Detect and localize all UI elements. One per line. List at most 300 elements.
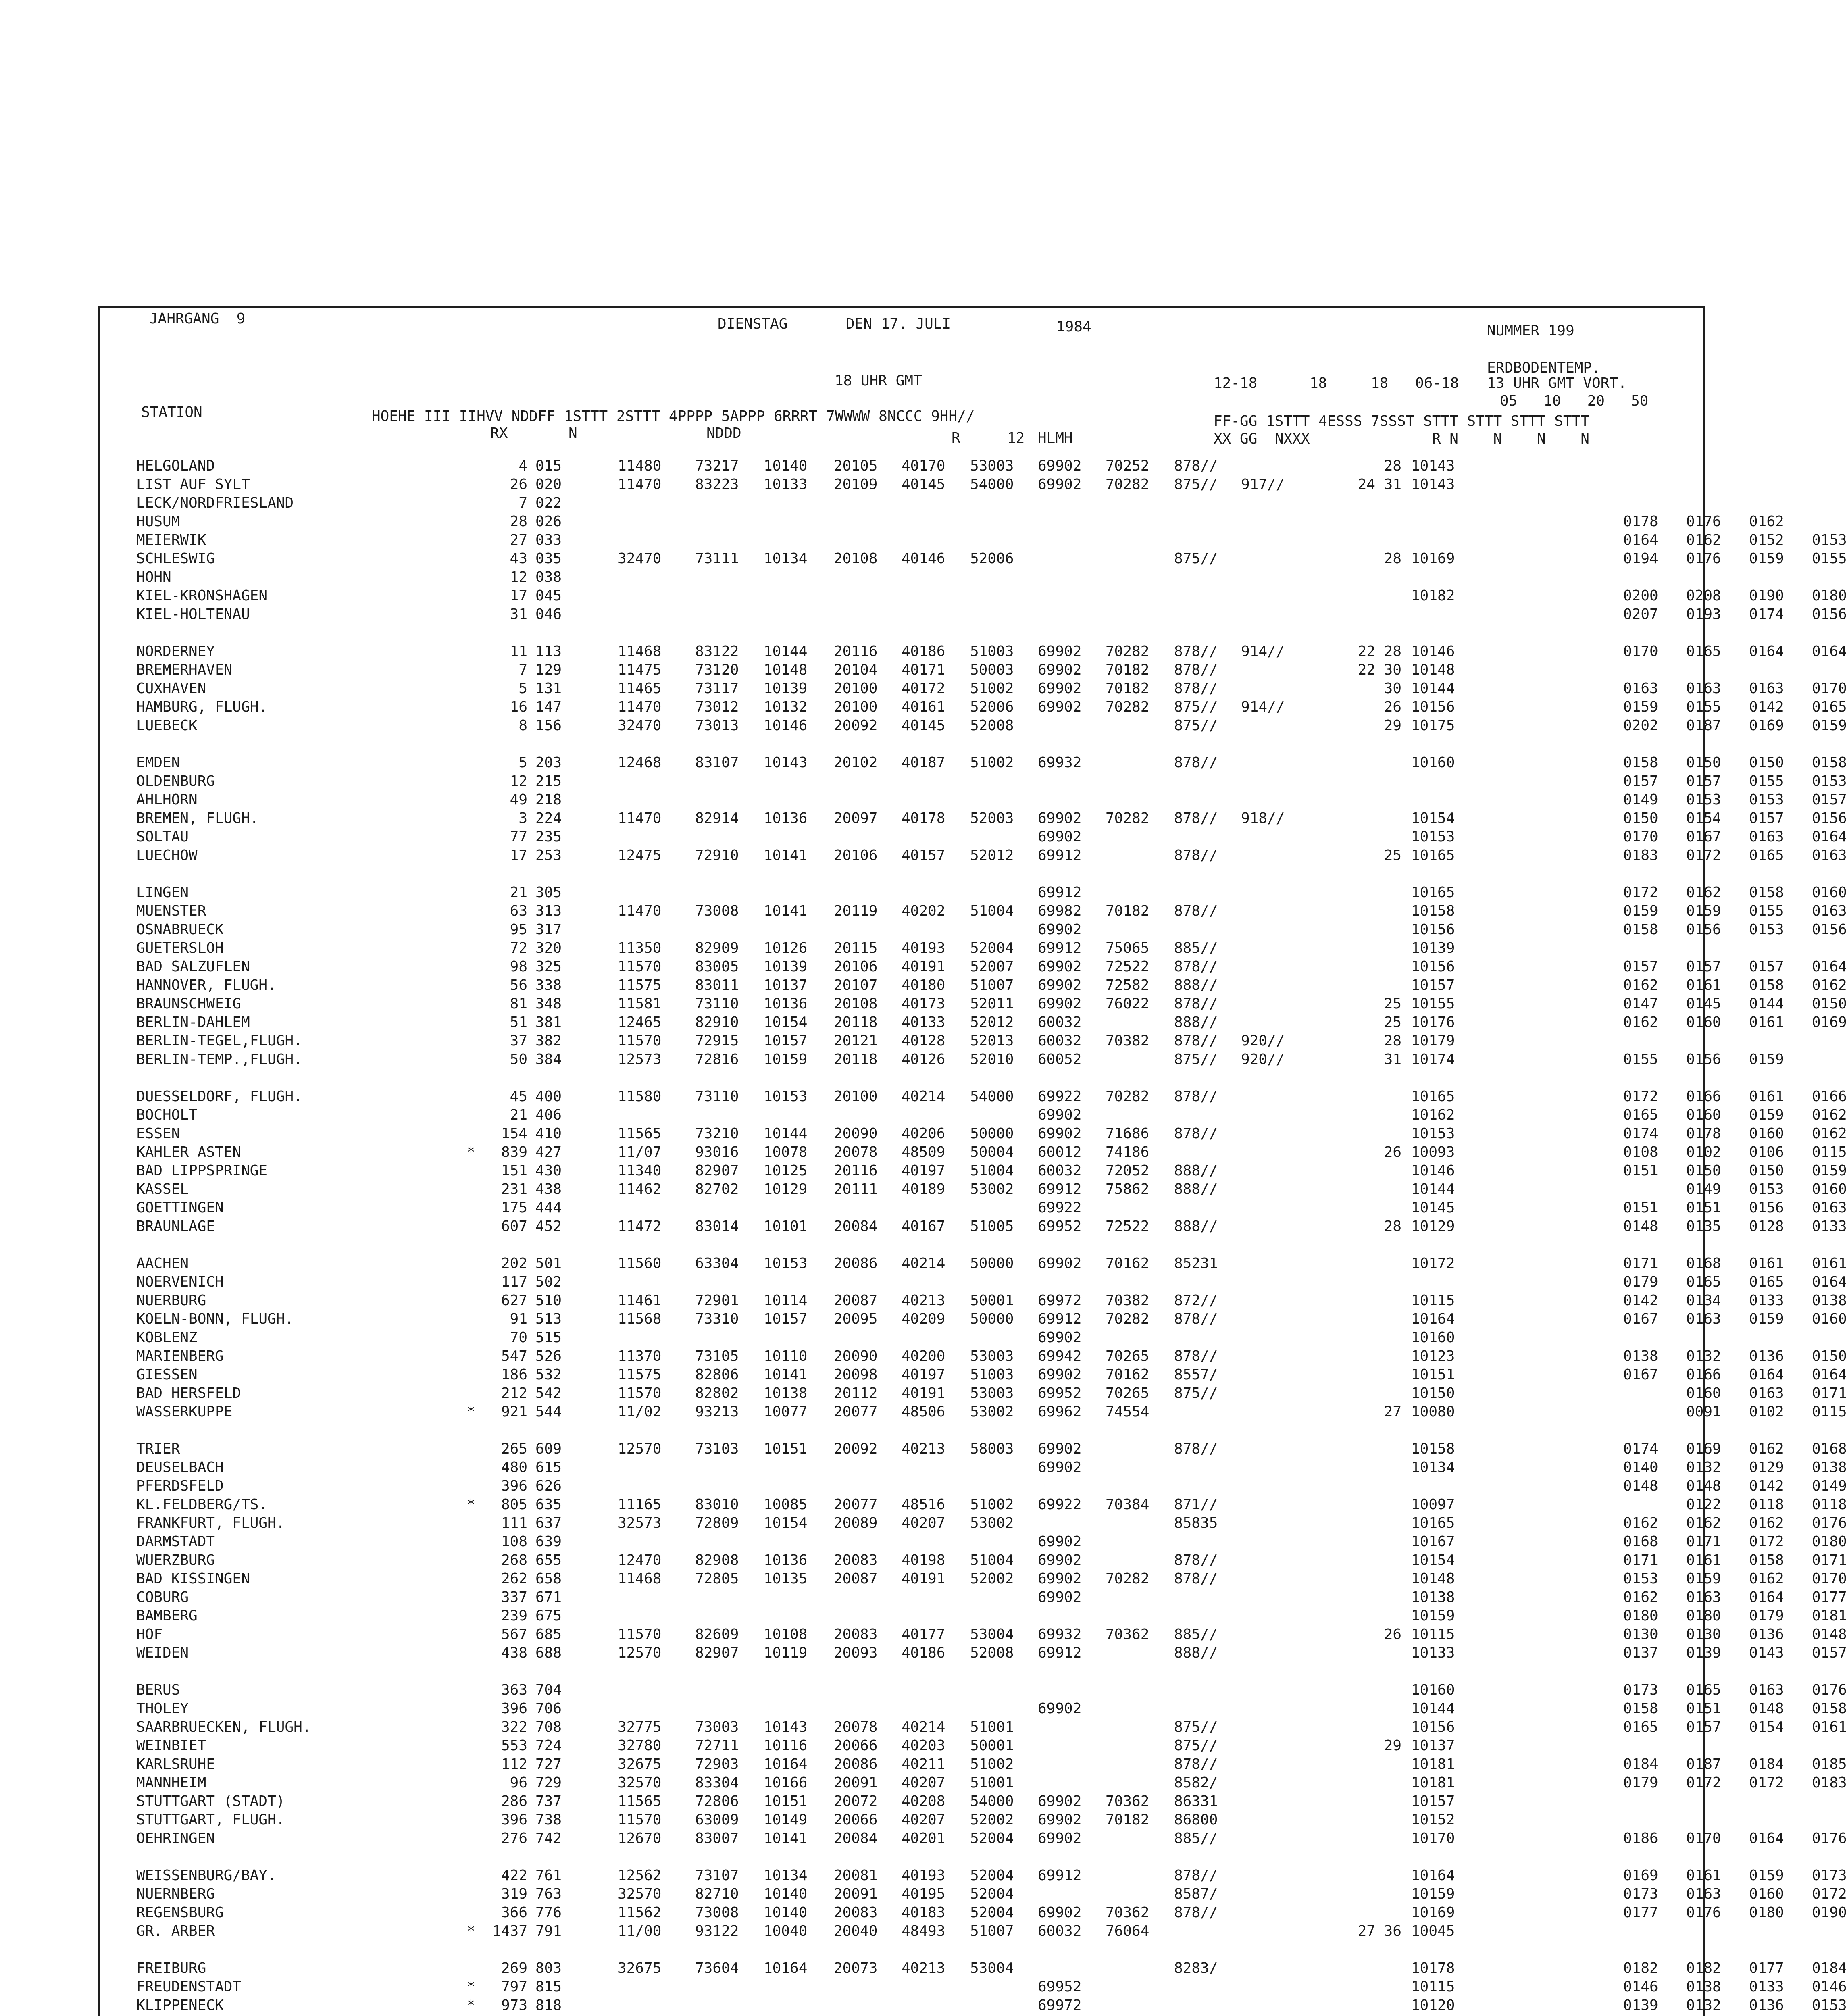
soil-05: 0202 — [1623, 717, 1658, 734]
cloud-8nccc: 878// — [1174, 958, 1218, 975]
tendency-5appp: 51002 — [970, 680, 1014, 697]
station-name: KIEL-HOLTENAU — [136, 606, 250, 623]
soil-20: 0161 — [1749, 1255, 1784, 1272]
station-group — [136, 1959, 1847, 2016]
table-row — [136, 1384, 1847, 1403]
station-name: HOHN — [136, 569, 171, 585]
minmax-1sttt: 10146 — [1411, 1162, 1455, 1179]
soil-20: 0156 — [1749, 1200, 1784, 1216]
soil-05: 0148 — [1623, 1478, 1658, 1494]
soil-10: 0150 — [1686, 754, 1721, 771]
tendency-5appp: 51005 — [970, 1218, 1014, 1235]
weather-7wwww: 70162 — [1106, 1255, 1149, 1272]
table-row — [136, 1310, 1847, 1329]
pressure-4pppp: 40191 — [902, 958, 945, 975]
temp-1sttt: 10125 — [764, 1162, 808, 1179]
tendency-5appp: 53003 — [970, 1348, 1014, 1364]
tendency-5appp: 52008 — [970, 717, 1014, 734]
soil-10: 0138 — [1686, 1979, 1721, 1995]
minmax-1sttt: 10115 — [1411, 1626, 1455, 1643]
station-group — [136, 1087, 1847, 1236]
soil-10: 0193 — [1686, 606, 1721, 623]
weather-7wwww: 75862 — [1106, 1181, 1149, 1198]
minmax-1sttt: 10181 — [1411, 1756, 1455, 1772]
soil-05: 0165 — [1623, 1719, 1658, 1735]
nddff: 72711 — [695, 1737, 739, 1754]
cloud-8nccc: 878// — [1174, 810, 1218, 827]
main-sub-hlmh: HLMH — [1038, 430, 1073, 446]
iihvv: 11470 — [618, 699, 662, 715]
station-id: 325 — [535, 958, 562, 975]
cloud-8nccc: 85231 — [1174, 1255, 1218, 1272]
station-id: 035 — [535, 550, 562, 567]
wind-ffgg: 26 — [1384, 1626, 1401, 1643]
soil-20: 0142 — [1749, 699, 1784, 715]
weather-7wwww: 70382 — [1106, 1292, 1149, 1309]
temp-1sttt: 10149 — [764, 1812, 808, 1828]
soil-50: 0148 — [1812, 1626, 1847, 1643]
soil-50: 0161 — [1812, 1719, 1847, 1735]
soil-10: 0132 — [1686, 1997, 1721, 2014]
temp-1sttt: 10140 — [764, 1904, 808, 1921]
station-name: GOETTINGEN — [136, 1200, 224, 1216]
soil-20: 0144 — [1749, 996, 1784, 1012]
station-name: WASSERKUPPE — [136, 1404, 233, 1420]
soil-50: 0159 — [1812, 1162, 1847, 1179]
station-id: 658 — [535, 1570, 562, 1587]
elevation: 26 — [510, 476, 527, 493]
soil-50: 0176 — [1812, 1515, 1847, 1531]
temp-1sttt: 10114 — [764, 1292, 808, 1309]
station-id: 410 — [535, 1125, 562, 1142]
temp-1sttt: 10077 — [764, 1404, 808, 1420]
soil-50: 0164 — [1812, 1366, 1847, 1383]
soil-10: 0157 — [1686, 1719, 1721, 1735]
station-id: 761 — [535, 1867, 562, 1884]
soil-10: 0176 — [1686, 1904, 1721, 1921]
tendency-5appp: 54000 — [970, 1793, 1014, 1810]
precip-6rrrt: 69902 — [1038, 1830, 1082, 1847]
soil-50: 0133 — [1812, 1218, 1847, 1235]
nddff: 83107 — [695, 754, 739, 771]
soil-20: 0162 — [1749, 1441, 1784, 1457]
nddff: 73217 — [695, 458, 739, 474]
nddff: 82702 — [695, 1181, 739, 1198]
dew-2sttt: 20115 — [834, 940, 878, 956]
station-id: 038 — [535, 569, 562, 585]
nddff: 83011 — [695, 977, 739, 993]
station-id: 708 — [535, 1719, 562, 1735]
elevation: 27 — [510, 532, 527, 548]
minmax-1sttt: 10169 — [1411, 550, 1455, 567]
soil-20: 0180 — [1749, 1904, 1784, 1921]
minmax-1sttt: 10152 — [1411, 1812, 1455, 1828]
cloud-8nccc: 885// — [1174, 940, 1218, 956]
table-row — [136, 1551, 1847, 1570]
temp-1sttt: 10133 — [764, 476, 808, 493]
weather-7wwww: 71686 — [1106, 1125, 1149, 1142]
iihvv: 11562 — [618, 1904, 662, 1921]
station-group — [136, 1440, 1847, 1662]
elevation: 8 — [518, 717, 527, 734]
table-row — [136, 1829, 1847, 1848]
wind-ffgg: 26 — [1384, 699, 1401, 715]
soil-50: 0156 — [1812, 606, 1847, 623]
station-name: THOLEY — [136, 1700, 189, 1717]
station-id: 706 — [535, 1700, 562, 1717]
weather-7wwww: 70382 — [1106, 1033, 1149, 1049]
dew-2sttt: 20097 — [834, 810, 878, 827]
station-id: 738 — [535, 1812, 562, 1828]
pressure-4pppp: 40197 — [902, 1162, 945, 1179]
table-row — [136, 531, 1847, 550]
station-id: 033 — [535, 532, 562, 548]
precip-6rrrt: 69902 — [1038, 662, 1082, 678]
soil-50: 0150 — [1812, 996, 1847, 1012]
cloud-8nccc: 878// — [1174, 903, 1218, 919]
pressure-4pppp: 40186 — [902, 643, 945, 660]
soil-50: 0164 — [1812, 1274, 1847, 1290]
pressure-4pppp: 40187 — [902, 754, 945, 771]
station-id: 381 — [535, 1014, 562, 1031]
station-name: BERLIN-DAHLEM — [136, 1014, 250, 1031]
hour-18b-header: 18 — [1371, 375, 1389, 392]
elevation: 51 — [510, 1014, 527, 1031]
dew-2sttt: 20087 — [834, 1292, 878, 1309]
cloud-8nccc: 871// — [1174, 1496, 1218, 1513]
wind-ffgg: 31 — [1384, 1051, 1401, 1068]
precip-6rrrt: 69912 — [1038, 1311, 1082, 1327]
soil-20: 0158 — [1749, 1552, 1784, 1568]
table-row — [136, 1199, 1847, 1217]
station-id: 452 — [535, 1218, 562, 1235]
station-name: LUECHOW — [136, 847, 198, 864]
table-row — [136, 1329, 1693, 1347]
minmax-1sttt: 10097 — [1411, 1496, 1455, 1513]
temp-1sttt: 10151 — [764, 1793, 808, 1810]
precip-6rrrt: 69902 — [1038, 810, 1082, 827]
dew-2sttt: 20118 — [834, 1051, 878, 1068]
station-id: 348 — [535, 996, 562, 1012]
station-id: 729 — [535, 1774, 562, 1791]
soil-05: 0200 — [1623, 587, 1658, 604]
cloud-8nccc: 888// — [1174, 1218, 1218, 1235]
cloud-8nccc: 878// — [1174, 458, 1218, 474]
precip-6rrrt: 69952 — [1038, 1218, 1082, 1235]
table-row — [136, 754, 1847, 772]
mountain-marker: * — [466, 1997, 475, 2014]
elevation: 797 — [501, 1979, 527, 1995]
nddff: 73107 — [695, 1867, 739, 1884]
table-row — [136, 661, 1693, 679]
soil-05: 0163 — [1623, 680, 1658, 697]
station-id: 704 — [535, 1682, 562, 1698]
elevation: 422 — [501, 1867, 527, 1884]
station-header: STATION — [141, 404, 202, 421]
soil-05: 0186 — [1623, 1830, 1658, 1847]
dew-2sttt: 20100 — [834, 680, 878, 697]
soil-05: 0142 — [1623, 1292, 1658, 1309]
soil-50: 0138 — [1812, 1459, 1847, 1476]
soil-50: 0164 — [1812, 643, 1847, 660]
table-row — [136, 1273, 1847, 1291]
station-name: MARIENBERG — [136, 1348, 224, 1364]
right-columns-header: FF-GG 1STTT 4ESSS 7SSST STTT STTT STTT STTT — [1214, 413, 1589, 429]
station-name: MEIERWIK — [136, 532, 206, 548]
tendency-5appp: 52006 — [970, 699, 1014, 715]
cloud-8nccc: 878// — [1174, 1570, 1218, 1587]
soil-50: 0160 — [1812, 884, 1847, 901]
cloud-9hh: 920// — [1241, 1033, 1285, 1049]
minmax-1sttt: 10160 — [1411, 1682, 1455, 1698]
soil-05: 0139 — [1623, 1997, 1658, 2014]
wind-ffgg: 27 36 — [1358, 1923, 1401, 1939]
pressure-4pppp: 40189 — [902, 1181, 945, 1198]
station-name: CUXHAVEN — [136, 680, 206, 697]
minmax-1sttt: 10155 — [1411, 996, 1455, 1012]
nddff: 72816 — [695, 1051, 739, 1068]
elevation: 231 — [501, 1181, 527, 1198]
tendency-5appp: 54000 — [970, 476, 1014, 493]
pressure-4pppp: 40193 — [902, 940, 945, 956]
minmax-1sttt: 10138 — [1411, 1589, 1455, 1606]
cloud-8nccc: 86800 — [1174, 1812, 1218, 1828]
iihvv: 11/00 — [618, 1923, 662, 1939]
nddff: 83010 — [695, 1496, 739, 1513]
weather-7wwww: 76022 — [1106, 996, 1149, 1012]
tendency-5appp: 51007 — [970, 977, 1014, 993]
pressure-4pppp: 40171 — [902, 662, 945, 678]
elevation: 49 — [510, 791, 527, 808]
dew-2sttt: 20086 — [834, 1756, 878, 1772]
temp-1sttt: 10116 — [764, 1737, 808, 1754]
soil-20: 0160 — [1749, 1886, 1784, 1902]
minmax-1sttt: 10093 — [1411, 1144, 1455, 1160]
table-row — [136, 1570, 1847, 1588]
table-row — [136, 1032, 1693, 1050]
wind-ffgg: 28 — [1384, 1218, 1401, 1235]
elevation: 239 — [501, 1608, 527, 1624]
station-id: 400 — [535, 1088, 562, 1105]
iihvv: 11575 — [618, 1366, 662, 1383]
soil-20: 0133 — [1749, 1979, 1784, 1995]
soil-20: 0159 — [1749, 1051, 1784, 1068]
soil-50: 0176 — [1812, 1682, 1847, 1698]
table-row — [136, 1347, 1847, 1366]
soil-05: 0157 — [1623, 958, 1658, 975]
wind-ffgg: 25 — [1384, 1014, 1401, 1031]
soil-05: 0151 — [1623, 1162, 1658, 1179]
minmax-1sttt: 10162 — [1411, 1107, 1455, 1123]
temp-1sttt: 10141 — [764, 847, 808, 864]
iihvv: 12470 — [618, 1552, 662, 1568]
dew-2sttt: 20084 — [834, 1830, 878, 1847]
temp-1sttt: 10140 — [764, 458, 808, 474]
elevation: 31 — [510, 606, 527, 623]
soil-10: 0156 — [1686, 1051, 1721, 1068]
precip-6rrrt: 69912 — [1038, 1867, 1082, 1884]
soil-10: 0178 — [1686, 1125, 1721, 1142]
elevation: 43 — [510, 550, 527, 567]
soil-50: 0138 — [1812, 1292, 1847, 1309]
cloud-8nccc: 878// — [1174, 1552, 1218, 1568]
dew-2sttt: 20092 — [834, 1441, 878, 1457]
pressure-4pppp: 40209 — [902, 1311, 945, 1327]
minmax-1sttt: 10150 — [1411, 1385, 1455, 1402]
minmax-1sttt: 10153 — [1411, 829, 1455, 845]
minmax-1sttt: 10176 — [1411, 1014, 1455, 1031]
soil-20: 0162 — [1749, 1515, 1784, 1531]
minmax-1sttt: 10139 — [1411, 940, 1455, 956]
elevation: 95 — [510, 921, 527, 938]
soil-10: 0172 — [1686, 1774, 1721, 1791]
tendency-5appp: 50000 — [970, 1311, 1014, 1327]
weather-7wwww: 70182 — [1106, 662, 1149, 678]
station-id: 776 — [535, 1904, 562, 1921]
iihvv: 11468 — [618, 1570, 662, 1587]
cloud-8nccc: 878// — [1174, 996, 1218, 1012]
weather-7wwww: 70362 — [1106, 1626, 1149, 1643]
station-id: 803 — [535, 1960, 562, 1976]
iihvv: 11470 — [618, 476, 662, 493]
soil-20: 0150 — [1749, 754, 1784, 771]
precip-6rrrt: 69902 — [1038, 680, 1082, 697]
temp-1sttt: 10141 — [764, 903, 808, 919]
dew-2sttt: 20121 — [834, 1033, 878, 1049]
soil-20: 0161 — [1749, 1014, 1784, 1031]
iihvv: 11462 — [618, 1181, 662, 1198]
weather-7wwww: 70384 — [1106, 1496, 1149, 1513]
precip-6rrrt: 69902 — [1038, 699, 1082, 715]
soil-10: 0165 — [1686, 1274, 1721, 1290]
soil-20: 0164 — [1749, 1830, 1784, 1847]
soil-05: 0207 — [1623, 606, 1658, 623]
pressure-4pppp: 40145 — [902, 476, 945, 493]
soil-20: 0158 — [1749, 977, 1784, 993]
iihvv: 11565 — [618, 1125, 662, 1142]
dew-2sttt: 20087 — [834, 1570, 878, 1587]
tendency-5appp: 52013 — [970, 1033, 1014, 1049]
soil-20: 0158 — [1749, 884, 1784, 901]
cloud-8nccc: 878// — [1174, 643, 1218, 660]
elevation: 921 — [501, 1404, 527, 1420]
minmax-1sttt: 10164 — [1411, 1867, 1455, 1884]
precip-6rrrt: 60032 — [1038, 1923, 1082, 1939]
station-id: 501 — [535, 1255, 562, 1272]
precip-6rrrt: 69902 — [1038, 1329, 1082, 1346]
soil-50: 0161 — [1812, 1255, 1847, 1272]
station-name: SCHLESWIG — [136, 550, 215, 567]
tendency-5appp: 53002 — [970, 1404, 1014, 1420]
table-row — [136, 1533, 1847, 1551]
soil-05: 0183 — [1623, 847, 1658, 864]
weather-7wwww: 70282 — [1106, 1570, 1149, 1587]
cloud-8nccc: 8587/ — [1174, 1886, 1218, 1902]
weather-7wwww: 70362 — [1106, 1904, 1149, 1921]
station-name: TRIER — [136, 1441, 180, 1457]
table-row — [136, 457, 1693, 475]
tendency-5appp: 52003 — [970, 810, 1014, 827]
cloud-8nccc: 878// — [1174, 1088, 1218, 1105]
table-row — [136, 679, 1847, 698]
elevation: 17 — [510, 587, 527, 604]
cloud-8nccc: 878// — [1174, 1033, 1218, 1049]
pressure-4pppp: 40191 — [902, 1570, 945, 1587]
pressure-4pppp: 40207 — [902, 1515, 945, 1531]
iihvv: 12570 — [618, 1645, 662, 1661]
dew-2sttt: 20108 — [834, 996, 878, 1012]
soil-10: 0163 — [1686, 1886, 1721, 1902]
iihvv: 11570 — [618, 1033, 662, 1049]
soil-10: 0132 — [1686, 1348, 1721, 1364]
main-sub-rx: RX — [490, 425, 508, 442]
weather-7wwww: 70282 — [1106, 643, 1149, 660]
minmax-1sttt: 10129 — [1411, 1218, 1455, 1235]
station-name: NOERVENICH — [136, 1274, 224, 1290]
iihvv: 11472 — [618, 1218, 662, 1235]
pressure-4pppp: 40177 — [902, 1626, 945, 1643]
station-id: 763 — [535, 1886, 562, 1902]
elevation: 627 — [501, 1292, 527, 1309]
soil-05: 0130 — [1623, 1626, 1658, 1643]
station-id: 203 — [535, 754, 562, 771]
minmax-1sttt: 10151 — [1411, 1366, 1455, 1383]
cloud-8nccc: 878// — [1174, 847, 1218, 864]
station-name: BERLIN-TEGEL,FLUGH. — [136, 1033, 302, 1049]
soil-20: 0184 — [1749, 1756, 1784, 1772]
precip-6rrrt: 69902 — [1038, 458, 1082, 474]
temp-1sttt: 10153 — [764, 1255, 808, 1272]
minmax-1sttt: 10156 — [1411, 1719, 1455, 1735]
soil-50: 0162 — [1812, 1125, 1847, 1142]
weather-7wwww: 70282 — [1106, 476, 1149, 493]
pressure-4pppp: 40201 — [902, 1830, 945, 1847]
station-id: 156 — [535, 717, 562, 734]
mountain-marker: * — [466, 1144, 475, 1160]
soil-20: 0155 — [1749, 903, 1784, 919]
station-id: 218 — [535, 791, 562, 808]
minmax-1sttt: 10178 — [1411, 1960, 1455, 1976]
pressure-4pppp: 40206 — [902, 1125, 945, 1142]
elevation: 117 — [501, 1274, 527, 1290]
soil-05: 0162 — [1623, 1589, 1658, 1606]
station-id: 320 — [535, 940, 562, 956]
minmax-1sttt: 10144 — [1411, 680, 1455, 697]
main-sub-12: 12 — [1007, 430, 1025, 446]
station-id: 113 — [535, 643, 562, 660]
soil-05: 0178 — [1623, 513, 1658, 530]
minmax-1sttt: 10179 — [1411, 1033, 1455, 1049]
iihvv: 32570 — [618, 1774, 662, 1791]
temp-1sttt: 10138 — [764, 1385, 808, 1402]
temp-1sttt: 10159 — [764, 1051, 808, 1068]
table-row — [136, 698, 1847, 716]
soil-10: 0182 — [1686, 1960, 1721, 1976]
minmax-1sttt: 10123 — [1411, 1348, 1455, 1364]
iihvv: 12570 — [618, 1441, 662, 1457]
station-id: 253 — [535, 847, 562, 864]
precip-6rrrt: 69902 — [1038, 1700, 1082, 1717]
soil-20: 0163 — [1749, 829, 1784, 845]
soil-50: 0177 — [1812, 1589, 1847, 1606]
cloud-9hh: 914// — [1241, 643, 1285, 660]
temp-1sttt: 10136 — [764, 810, 808, 827]
temp-1sttt: 10085 — [764, 1496, 808, 1513]
dew-2sttt: 20078 — [834, 1719, 878, 1735]
weather-7wwww: 72522 — [1106, 1218, 1149, 1235]
precip-6rrrt: 69902 — [1038, 977, 1082, 993]
precip-6rrrt: 69902 — [1038, 1366, 1082, 1383]
